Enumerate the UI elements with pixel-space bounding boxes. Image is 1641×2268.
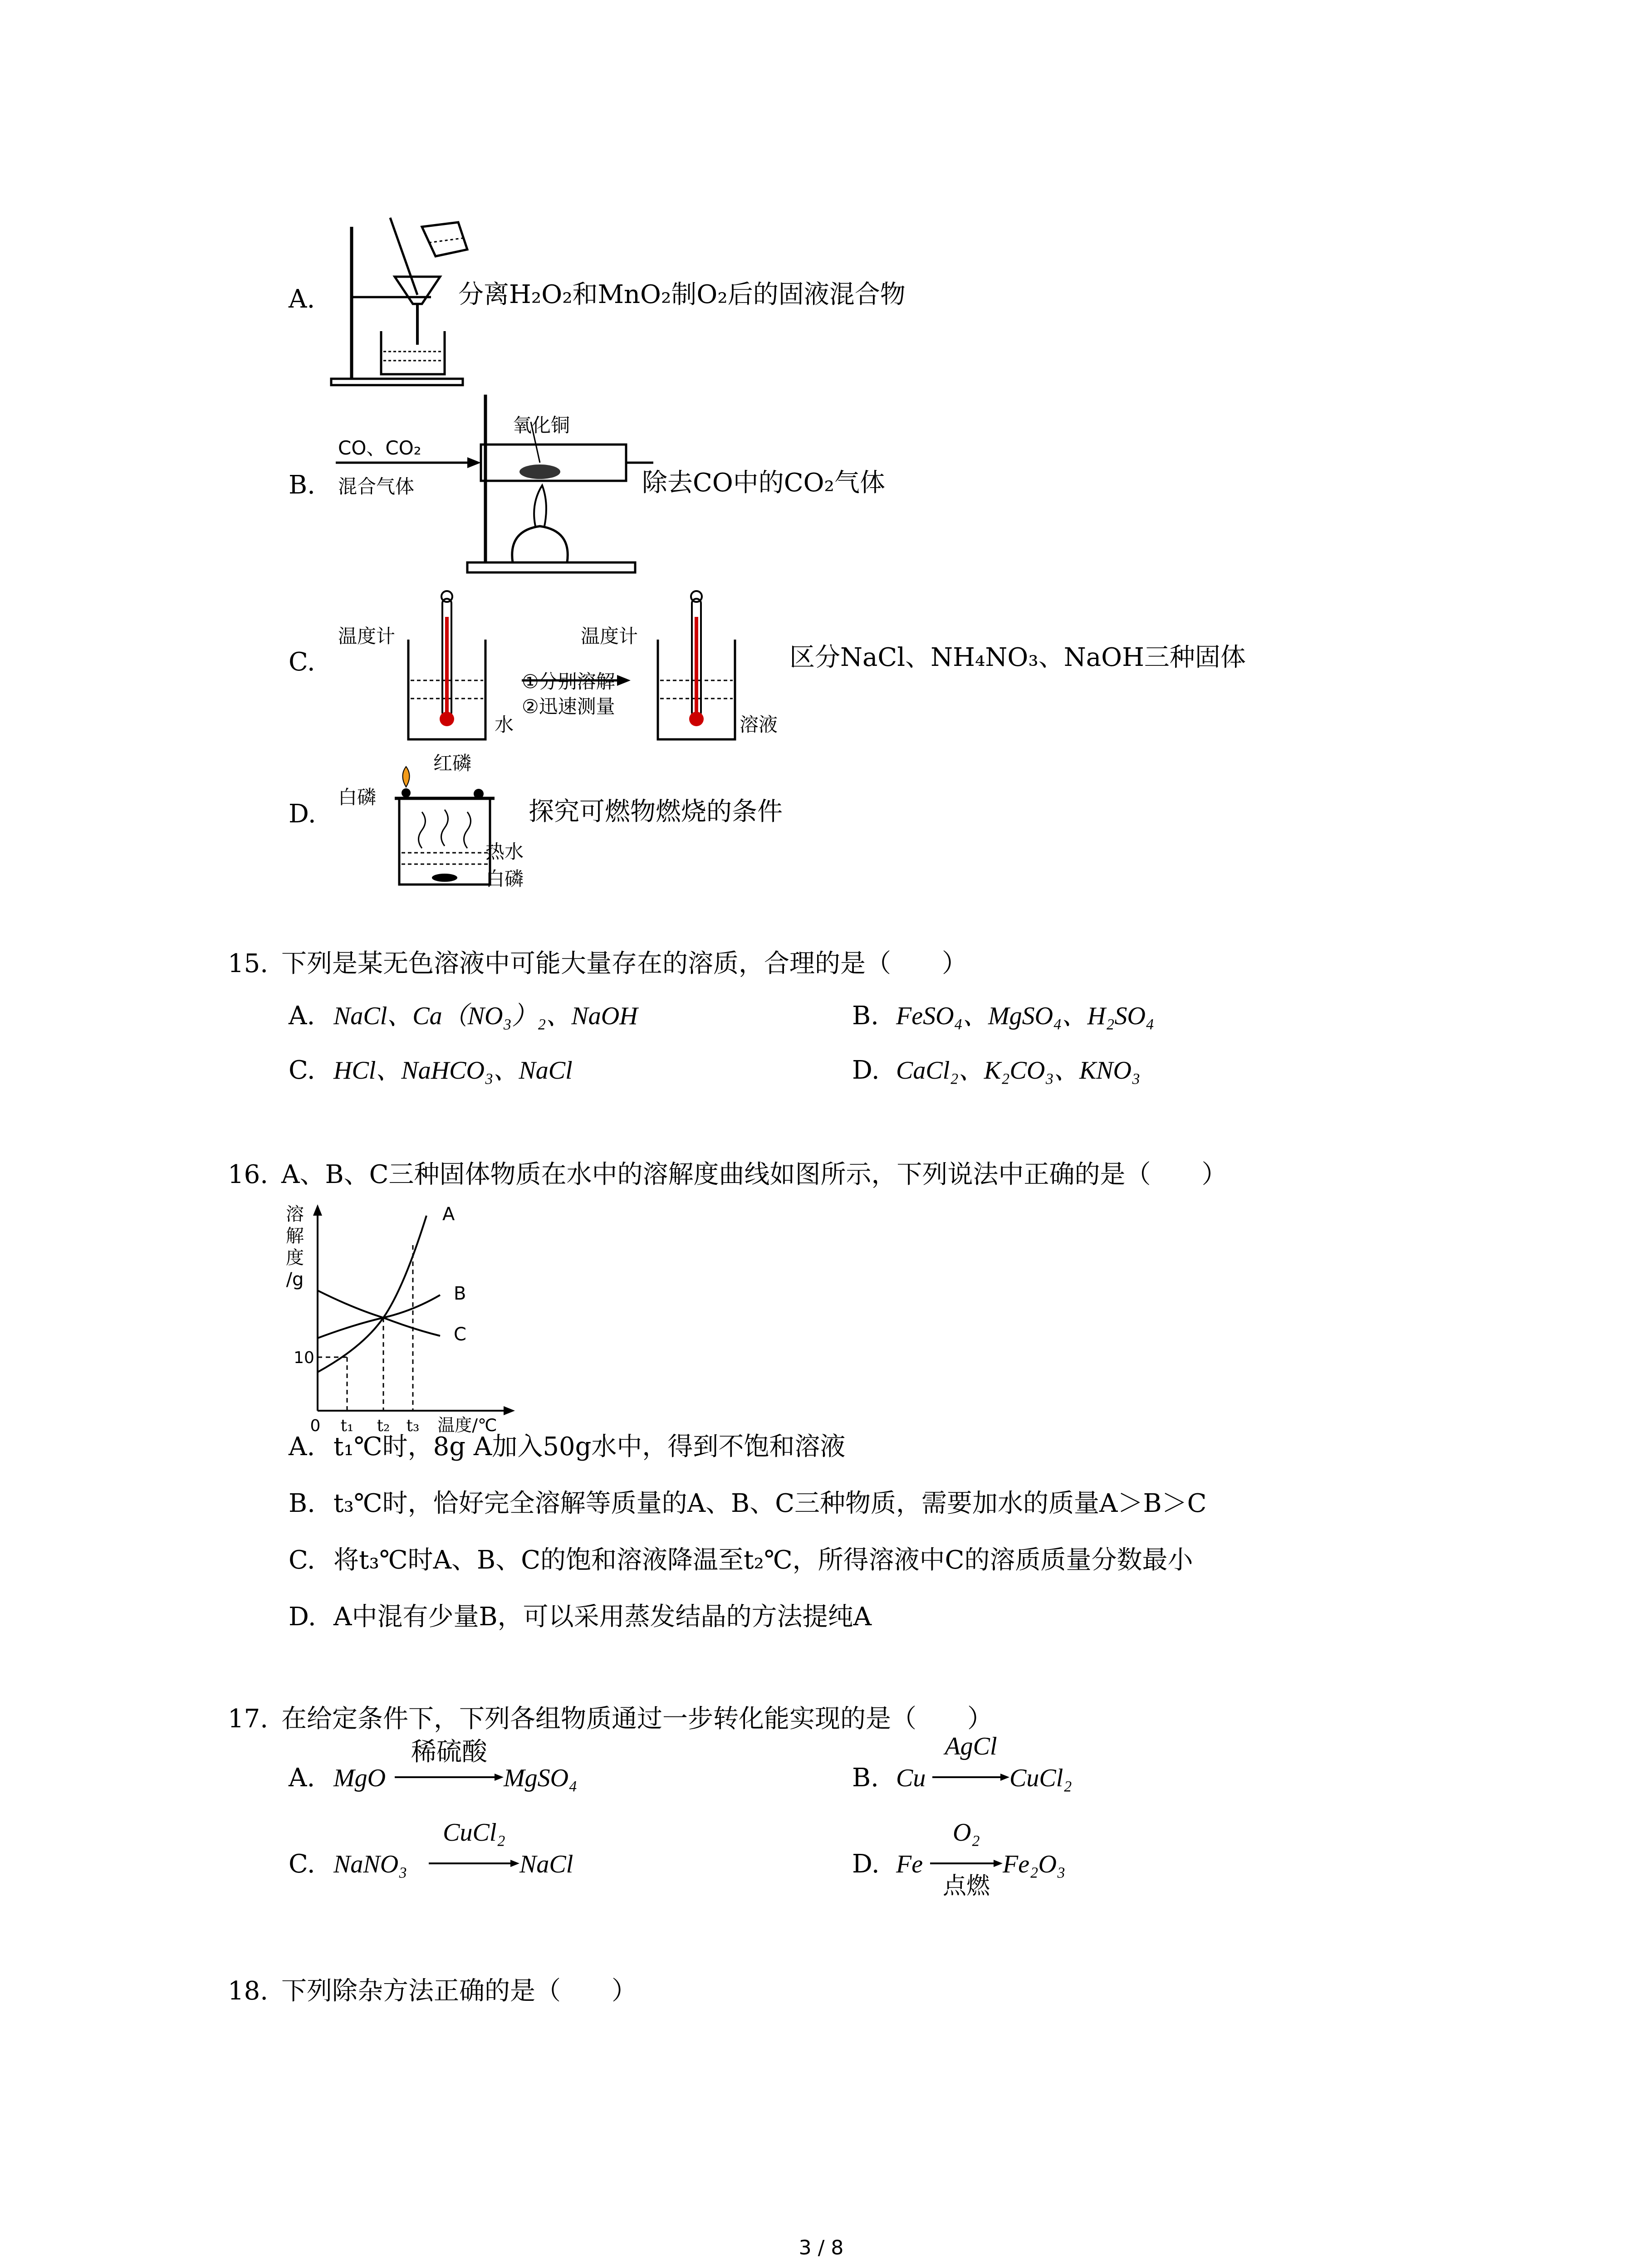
chart-xtick-t2: t₂ bbox=[377, 1417, 390, 1435]
q15-option-c-text: HCl、NaHCO₃、NaCl bbox=[333, 1056, 573, 1085]
chart-ytick-10: 10 bbox=[294, 1349, 314, 1367]
q17-option-a-letter: A. bbox=[289, 1763, 315, 1793]
q16-option-a-text: t₁℃时，8g A加入50g水中，得到不饱和溶液 bbox=[333, 1432, 846, 1461]
white-phosphorus-top-label: 白磷 bbox=[338, 786, 377, 808]
q15-option-b-text: FeSO₄、MgSO₄、H₂SO₄ bbox=[896, 1002, 1155, 1030]
thermometer-label-1: 温度计 bbox=[338, 625, 396, 647]
q17-option-b-to: CuCl₂ bbox=[1009, 1764, 1072, 1792]
q17-option-d-from: Fe bbox=[896, 1850, 923, 1878]
q17-option-a-arrow bbox=[395, 1773, 504, 1782]
curve-a bbox=[318, 1216, 426, 1372]
q16-stem: A、B、C三种固体物质在水中的溶解度曲线如图所示，下列说法中正确的是（ ） bbox=[281, 1160, 1227, 1189]
q17-option-b-from: Cu bbox=[896, 1764, 926, 1792]
combustion-experiment-diagram bbox=[386, 767, 504, 889]
step1-label: ①分别溶解 bbox=[522, 670, 615, 693]
q17-option-b-arrow bbox=[932, 1773, 1009, 1782]
q15-option-d-text: CaCl₂、K₂CO₃、KNO₃ bbox=[896, 1056, 1141, 1085]
chart-xtick-0: 0 bbox=[310, 1417, 321, 1435]
gas-tube-apparatus-diagram bbox=[336, 395, 662, 585]
q14-option-c-letter: C. bbox=[289, 647, 315, 677]
q17-number: 17. bbox=[228, 1704, 269, 1734]
curve-a-label: A bbox=[442, 1204, 455, 1225]
white-phosphorus-bottom-label: 白磷 bbox=[485, 868, 524, 890]
hot-water-label: 热水 bbox=[485, 841, 524, 863]
q14-option-c-text: 区分NaCl、NH₄NO₃、NaOH三种固体 bbox=[789, 643, 1246, 672]
q17-option-b-condition: AgCl bbox=[945, 1732, 997, 1760]
q18-stem: 下列除杂方法正确的是（ ） bbox=[281, 1976, 637, 2006]
curve-b-label: B bbox=[454, 1283, 466, 1304]
q15-option-d-letter: D. bbox=[852, 1056, 880, 1085]
q15-option-b-letter: B. bbox=[852, 1001, 879, 1031]
q17-option-d-condition-above: O₂ bbox=[953, 1818, 980, 1847]
gas-label-2: 混合气体 bbox=[338, 475, 415, 498]
q15-number: 15. bbox=[228, 949, 269, 978]
chart-xtick-t3: t₃ bbox=[406, 1417, 420, 1435]
q16-option-a-letter: A. bbox=[289, 1432, 315, 1461]
copper-oxide-label: 氧化铜 bbox=[513, 414, 570, 436]
q18-number: 18. bbox=[228, 1976, 269, 2006]
page-number: 3 / 8 bbox=[798, 2236, 844, 2259]
solution-label: 溶液 bbox=[740, 714, 778, 736]
curve-c bbox=[318, 1290, 440, 1336]
q14-option-d-text: 探究可燃物燃烧的条件 bbox=[529, 797, 783, 826]
q14-option-a-text: 分离H₂O₂和MnO₂制O₂后的固液混合物 bbox=[458, 280, 906, 309]
thermometer-beakers-diagram bbox=[399, 590, 753, 744]
q16-option-b-text: t₃℃时，恰好完全溶解等质量的A、B、C三种物质，需要加水的质量A＞B＞C bbox=[333, 1489, 1207, 1518]
q17-option-a-condition: 稀硫酸 bbox=[411, 1737, 487, 1767]
curve-c-label: C bbox=[454, 1324, 466, 1345]
q14-option-b-letter: B. bbox=[289, 470, 315, 500]
q17-option-c-condition: CuCl₂ bbox=[443, 1818, 505, 1847]
q16-option-d-letter: D. bbox=[289, 1602, 316, 1632]
q16-number: 16. bbox=[228, 1160, 269, 1189]
q16-option-c-text: 将t₃℃时A、B、C的饱和溶液降温至t₂℃，所得溶液中C的溶质质量分数最小 bbox=[333, 1545, 1193, 1575]
q17-option-c-to: NaCl bbox=[519, 1850, 573, 1878]
q17-option-d-condition-below: 点燃 bbox=[942, 1872, 990, 1900]
chart-xtick-t1: t₁ bbox=[340, 1417, 354, 1435]
gas-label: CO、CO₂ bbox=[338, 437, 421, 459]
chart-xlabel: 温度/℃ bbox=[437, 1415, 497, 1435]
step2-label: ②迅速测量 bbox=[522, 695, 615, 718]
q16-option-b-letter: B. bbox=[289, 1489, 315, 1518]
q14-option-b-text: 除去CO中的CO₂气体 bbox=[642, 468, 885, 498]
q17-option-c-letter: C. bbox=[289, 1849, 315, 1879]
q17-option-a-from: MgO bbox=[333, 1764, 386, 1792]
q15-stem: 下列是某无色溶液中可能大量存在的溶质，合理的是（ ） bbox=[281, 949, 967, 978]
q15-option-c-letter: C. bbox=[289, 1056, 315, 1085]
q17-option-c-from: NaNO₃ bbox=[333, 1850, 407, 1878]
chart-ylabel: 溶解度/g bbox=[286, 1204, 304, 1290]
red-phosphorus-label: 红磷 bbox=[433, 752, 472, 774]
q16-option-d-text: A中混有少量B，可以采用蒸发结晶的方法提纯A bbox=[333, 1602, 872, 1632]
solubility-curve-chart bbox=[272, 1202, 554, 1435]
q17-stem: 在给定条件下，下列各组物质通过一步转化能实现的是（ ） bbox=[281, 1704, 993, 1734]
q14-option-a-letter: A. bbox=[289, 284, 315, 314]
q17-option-a-to: MgSO₄ bbox=[504, 1764, 578, 1792]
q17-option-c-arrow bbox=[429, 1859, 519, 1868]
q17-option-b-letter: B. bbox=[852, 1763, 879, 1793]
q14-option-d-letter: D. bbox=[289, 799, 316, 829]
q15-option-a-letter: A. bbox=[289, 1001, 315, 1031]
q16-option-c-letter: C. bbox=[289, 1545, 315, 1575]
water-label: 水 bbox=[495, 714, 514, 736]
q15-option-a-text: NaCl、Ca（NO₃）₂、NaOH bbox=[333, 1002, 638, 1030]
q17-option-d-letter: D. bbox=[852, 1849, 880, 1879]
q17-option-d-to: Fe₂O₃ bbox=[1003, 1850, 1066, 1878]
thermometer-label-2: 温度计 bbox=[581, 625, 638, 647]
